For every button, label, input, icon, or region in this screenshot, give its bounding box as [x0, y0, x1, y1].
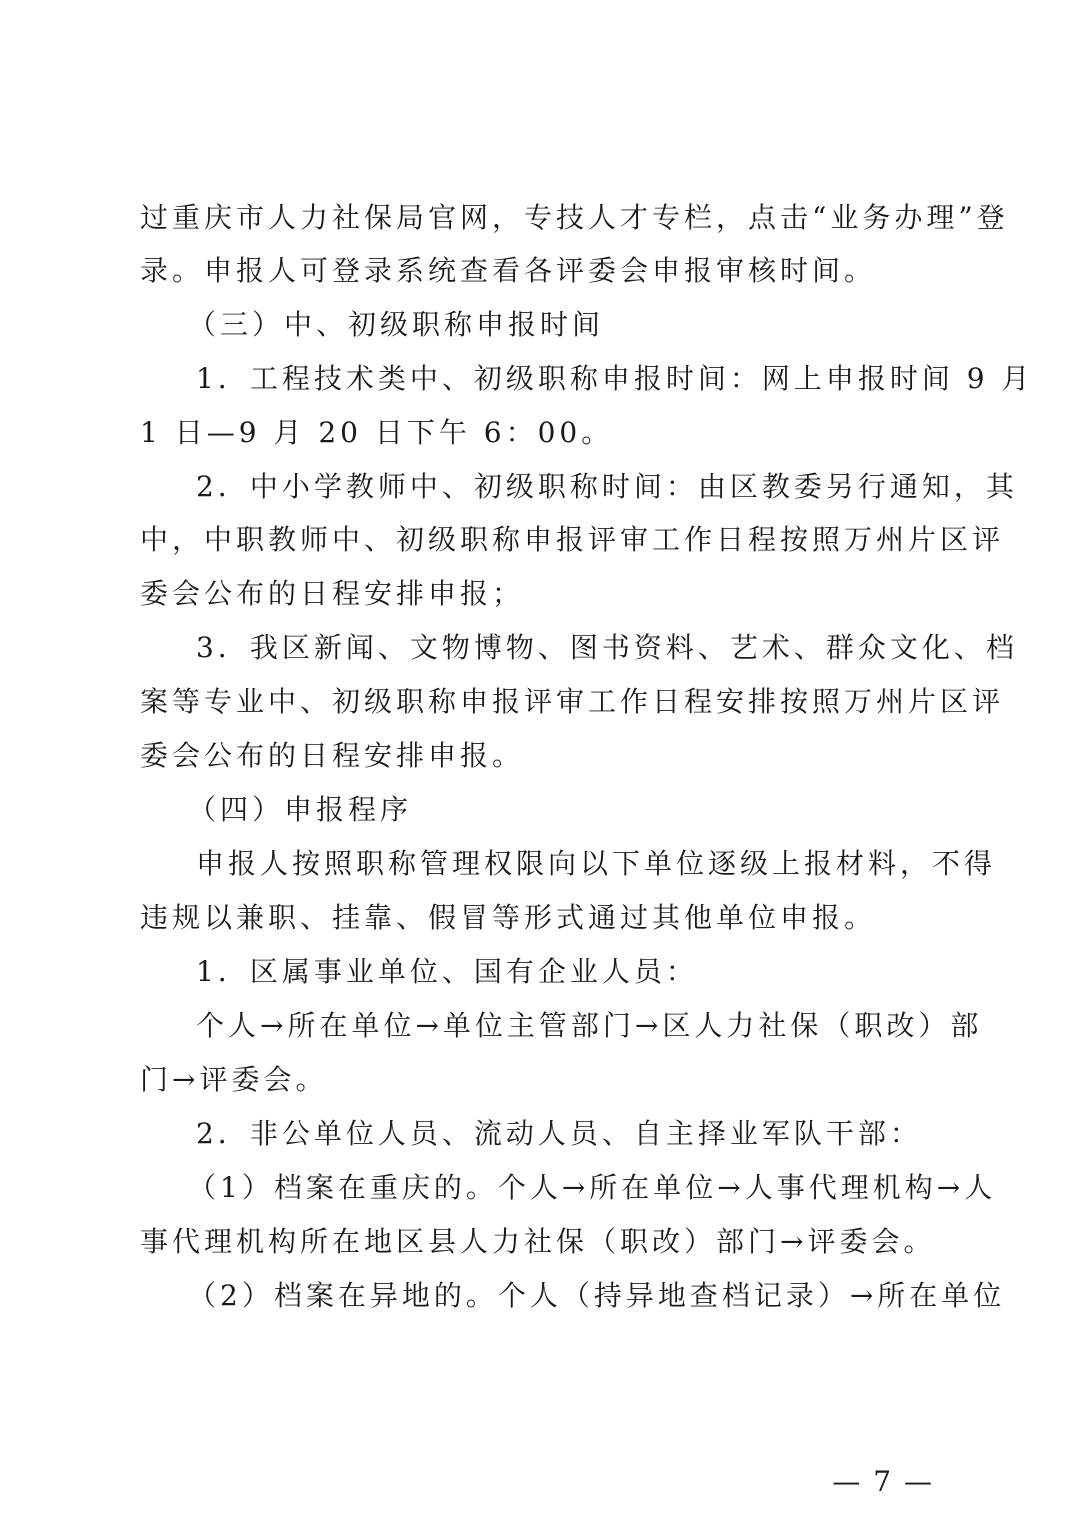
body-text-line: 2．非公单位人员、流动人员、自主择业军队干部：: [196, 1117, 922, 1150]
body-text-line: （1）档案在重庆的。个人→所在单位→人事代理机构→人: [188, 1171, 997, 1204]
body-text-line: 案等专业中、初级职称申报评审工作日程安排按照万州片区评: [140, 685, 1005, 718]
section-heading: （四）申报程序: [188, 793, 413, 826]
body-text-line: 违规以兼职、挂靠、假冒等形式通过其他单位申报。: [140, 901, 877, 934]
body-text-line: 2．中小学教师中、初级职称时间：由区教委另行通知，其: [196, 470, 1018, 503]
body-text-line: 个人→所在单位→单位主管部门→区人力社保（职改）部: [196, 1009, 983, 1042]
body-text-line: 1．区属事业单位、国有企业人员：: [196, 955, 698, 988]
body-text-line: 委会公布的日程安排申报；: [140, 577, 525, 610]
body-text-line: 中，中职教师中、初级职称申报评审工作日程按照万州片区评: [140, 523, 1005, 556]
body-text-line: 委会公布的日程安排申报。: [140, 739, 525, 772]
body-text-line: 1．工程技术类中、初级职称申报时间：网上申报时间 9 月: [196, 362, 1034, 395]
body-text-line: 申报人按照职称管理权限向以下单位逐级上报材料，不得: [196, 847, 997, 880]
page-number: — 7 —: [832, 1465, 934, 1498]
body-text-line: 过重庆市人力社保局官网，专技人才专栏，点击“业务办理”登: [140, 201, 1009, 234]
body-text-line: 事代理机构所在地区县人力社保（职改）部门→评委会。: [140, 1225, 936, 1258]
body-text-line: （2）档案在异地的。个人（持异地查档记录）→所在单位: [188, 1279, 1006, 1312]
body-text-line: 录。申报人可登录系统查看各评委会申报审核时间。: [140, 254, 877, 287]
body-text-line: 门→评委会。: [140, 1063, 328, 1096]
body-text-line: 3．我区新闻、文物博物、图书资料、艺术、群众文化、档: [196, 631, 1018, 664]
body-text-line: 1 日—9 月 20 日下午 6：00。: [140, 416, 614, 449]
section-heading: （三）中、初级职称申报时间: [188, 308, 605, 341]
